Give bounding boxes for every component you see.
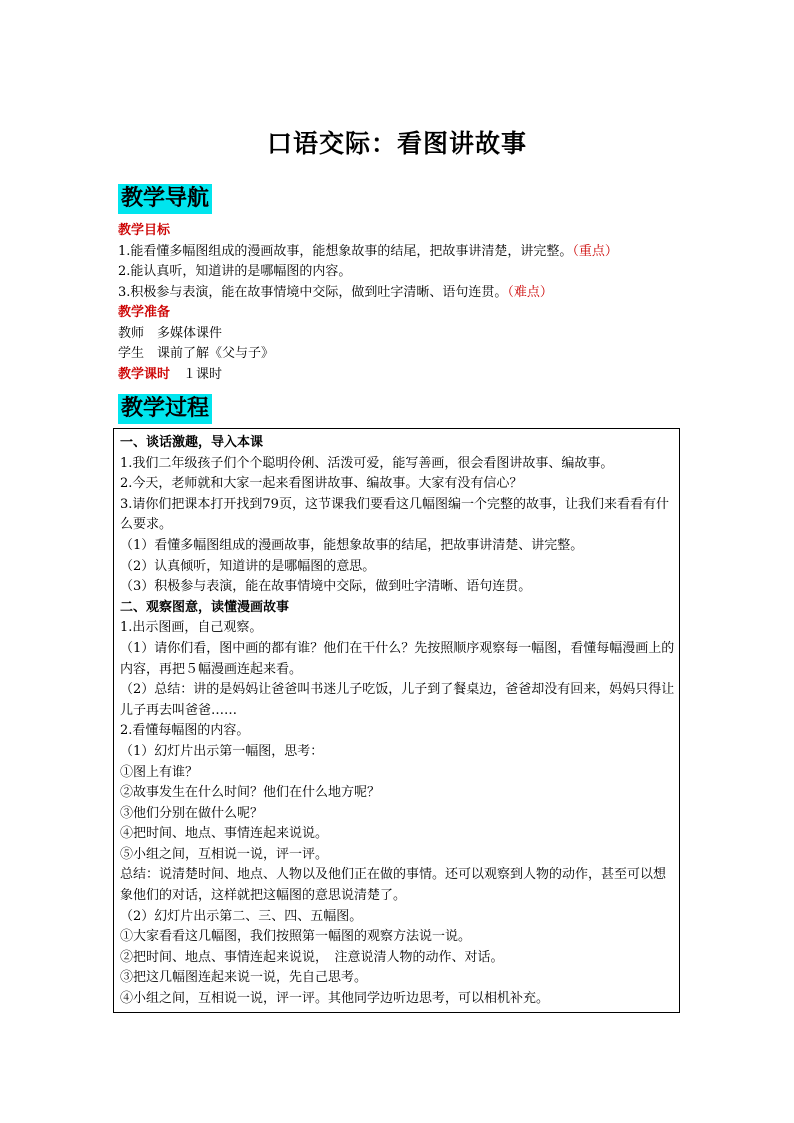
process-line: ①图上有谁？: [120, 764, 199, 780]
prep-heading: 教学准备: [118, 305, 171, 320]
process-line: ④把时间、地点、事情连起来说说。: [120, 826, 329, 842]
process-section-heading: 一、谈话激趣，导入本课: [120, 435, 264, 450]
process-line: 总结：说清楚时间、地点、人物以及他们正在做的事情。还可以观察到人物的动作，甚至可以想象他们的对话，这样就把这幅图的意思说清楚了。: [120, 867, 667, 904]
process-line: ③把这几幅图连起来说一说，先自己思考。: [120, 970, 368, 986]
process-line: ④小组之间，互相说一说，评一评。其他同学边听边思考，可以相机补充。: [120, 991, 550, 1007]
process-line: ②故事发生在什么时间？他们在什么地方呢？: [120, 785, 381, 801]
teaching-process-box: [113, 428, 680, 1013]
process-line: ③他们分别在做什么呢？: [120, 805, 264, 821]
goal-item: 2.能认真听，知道讲的是哪幅图的内容。: [118, 264, 352, 279]
teaching-guide-block: [118, 221, 698, 385]
process-line: （2）认真倾听，知道讲的是哪幅图的意思。: [120, 558, 376, 574]
process-line: （1）幻灯片出示第一幅图，思考：: [120, 743, 324, 759]
process-line: ②把时间、地点、事情连起来说说， 注意说清人物的动作、对话。: [120, 949, 504, 965]
process-line: 3.请你们把课本打开找到79页，这节课我们要看这几幅图编一个完整的故事，让我们来看看有什么要求。: [120, 496, 669, 533]
goals-heading: 教学目标: [118, 223, 171, 238]
process-line: （2）幻灯片出示第二、三、四、五幅图。: [120, 908, 363, 924]
process-line: （2）总结：讲的是妈妈让爸爸叫书迷儿子吃饭，儿子到了餐桌边，爸爸却没有回来，妈妈只得让儿子再去叫爸爸……: [120, 682, 675, 718]
process-line: 1.出示图画，自己观察。: [120, 620, 263, 636]
prep-item: 教师 多媒体课件: [118, 325, 223, 341]
goal-item: 3.积极参与表演，能在故事情境中交际，做到吐字清晰、语句连贯。（难点）: [118, 284, 553, 300]
process-line: ⑤小组之间，互相说一说，评一评。: [120, 846, 329, 862]
goal-tag: （难点）: [507, 284, 553, 300]
goal-tag: （重点）: [572, 243, 618, 259]
hours-value: １课时: [183, 366, 223, 382]
goal-item: 1.能看懂多幅图组成的漫画故事，能想象故事的结尾，把故事讲清楚，讲完整。（重点）: [118, 243, 618, 259]
process-line: 2.今天，老师就和大家一起来看图讲故事、编故事。大家有没有信心？: [120, 476, 523, 492]
page-title: 口语交际：看图讲故事: [266, 129, 527, 158]
process-line: ①大家看看这几幅图，我们按照第一幅图的观察方法说一说。: [120, 929, 472, 945]
process-line: 1.我们二年级孩子们个个聪明伶俐、活泼可爱，能写善画，很会看图讲故事、编故事。: [120, 455, 614, 471]
process-line: （1）请你们看，图中画的都有谁？他们在干什么？先按照顺序观察每一幅图，看懂每幅漫画上的内容，再把５幅漫画连起来看。: [120, 640, 675, 677]
process-line: （3）积极参与表演，能在故事情境中交际，做到吐字清晰、语句连贯。: [120, 579, 532, 595]
section-banner-teaching-guide: 教学导航: [118, 184, 212, 214]
process-section-heading: 二、观察图意，读懂漫画故事: [120, 599, 290, 615]
process-line: 2.看懂每幅图的内容。: [120, 723, 250, 739]
process-line: （1）看懂多幅图组成的漫画故事，能想象故事的结尾，把故事讲清楚、讲完整。: [120, 537, 584, 553]
prep-item: 学生 课前了解《父与子》: [118, 346, 275, 361]
section-banner-teaching-process: 教学过程: [118, 394, 212, 424]
class-hours: [118, 365, 698, 386]
hours-label: 教学课时: [118, 366, 171, 382]
